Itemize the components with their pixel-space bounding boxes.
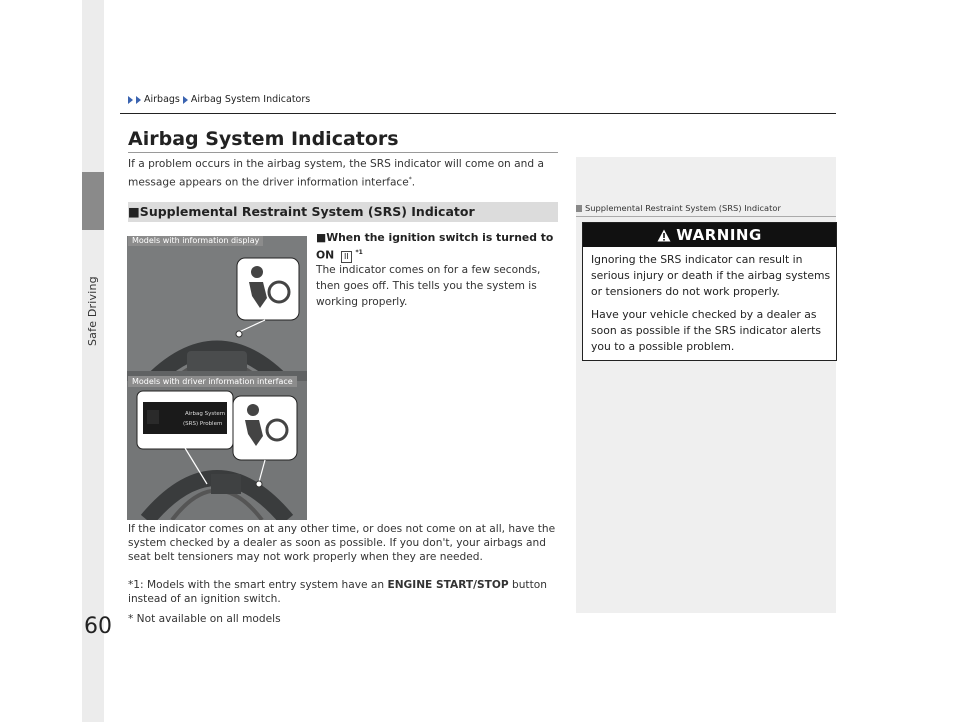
breadcrumb [128,94,310,105]
caption-driver-information-interface: Models with driver information interface [128,376,297,387]
section-label: Safe Driving [86,276,99,346]
warning-text-2: Have your vehicle checked by a dealer as soon as possible if the SRS indicator alerts you to a possible problem. [591,308,821,353]
ignition-on-symbol: II [341,251,352,263]
subsection-body: The indicator comes on for a few seconds, then goes off. This tells you the system is working properly. [316,264,541,308]
side-note-rule [576,216,836,217]
paragraph-other-time: If the indicator comes on at any other time, or does not come on at all, have the system checked by a dealer as soon as possible. If you don't, your airbags and seat belt tensioners may not work properly when they are needed. [128,523,556,563]
subsection-heading [316,230,556,263]
breadcrumb-arrow-icon [183,96,188,104]
subsection-heading-text: ■When the ignition switch is turned to ON [316,231,554,262]
warning-text-1: Ignoring the SRS indicator can result in serious injury or death if the airbag systems or tensioners do not work properly. [591,253,831,298]
title-rule [128,152,558,153]
warning-label: WARNING [676,226,762,244]
intro-paragraph [128,156,548,191]
breadcrumb-arrow-icon [136,96,141,104]
smart-entry-note-bold: ENGINE START/STOP [387,579,509,591]
warning-header [583,223,836,247]
smart-entry-note-prefix: *1: Models with the smart entry system have an [128,579,388,591]
page-title: Airbag System Indicators [128,128,399,150]
breadcrumb-item-indicators[interactable]: Airbag System Indicators [190,94,311,105]
intro-period: . [411,176,416,189]
availability-footnote: * Not available on all models [128,613,281,625]
smart-entry-note [128,578,560,606]
smart-entry-note-suffix: button instead of an ignition switch. [128,579,547,605]
caption-information-display: Models with information display [128,236,263,246]
note-marker-icon [576,205,582,212]
breadcrumb-item-airbags[interactable]: Airbags [144,94,180,105]
warning-box [582,222,837,361]
page-number: 60 [84,614,112,639]
ignition-footnote-mark: *1 [355,249,363,256]
side-note-title [576,203,781,213]
warning-triangle-icon [657,229,671,242]
side-note-title-text: Supplemental Restraint System (SRS) Indicator [585,203,781,213]
intro-text: If a problem occurs in the airbag system, the SRS indicator will come on and a message appears on the driver information interface [128,158,544,189]
screen-text-line2: (SRS) Problem [183,421,223,427]
header-rule [120,113,836,114]
section-title: ■Supplemental Restraint System (SRS) Indicator [128,204,475,219]
screen-text-line1: Airbag System [185,411,226,417]
srs-indicator-illustration [127,236,307,520]
breadcrumb-arrow-icon [128,96,133,104]
intro-footnote-mark: * [408,176,412,183]
section-tab-marker [82,172,104,230]
